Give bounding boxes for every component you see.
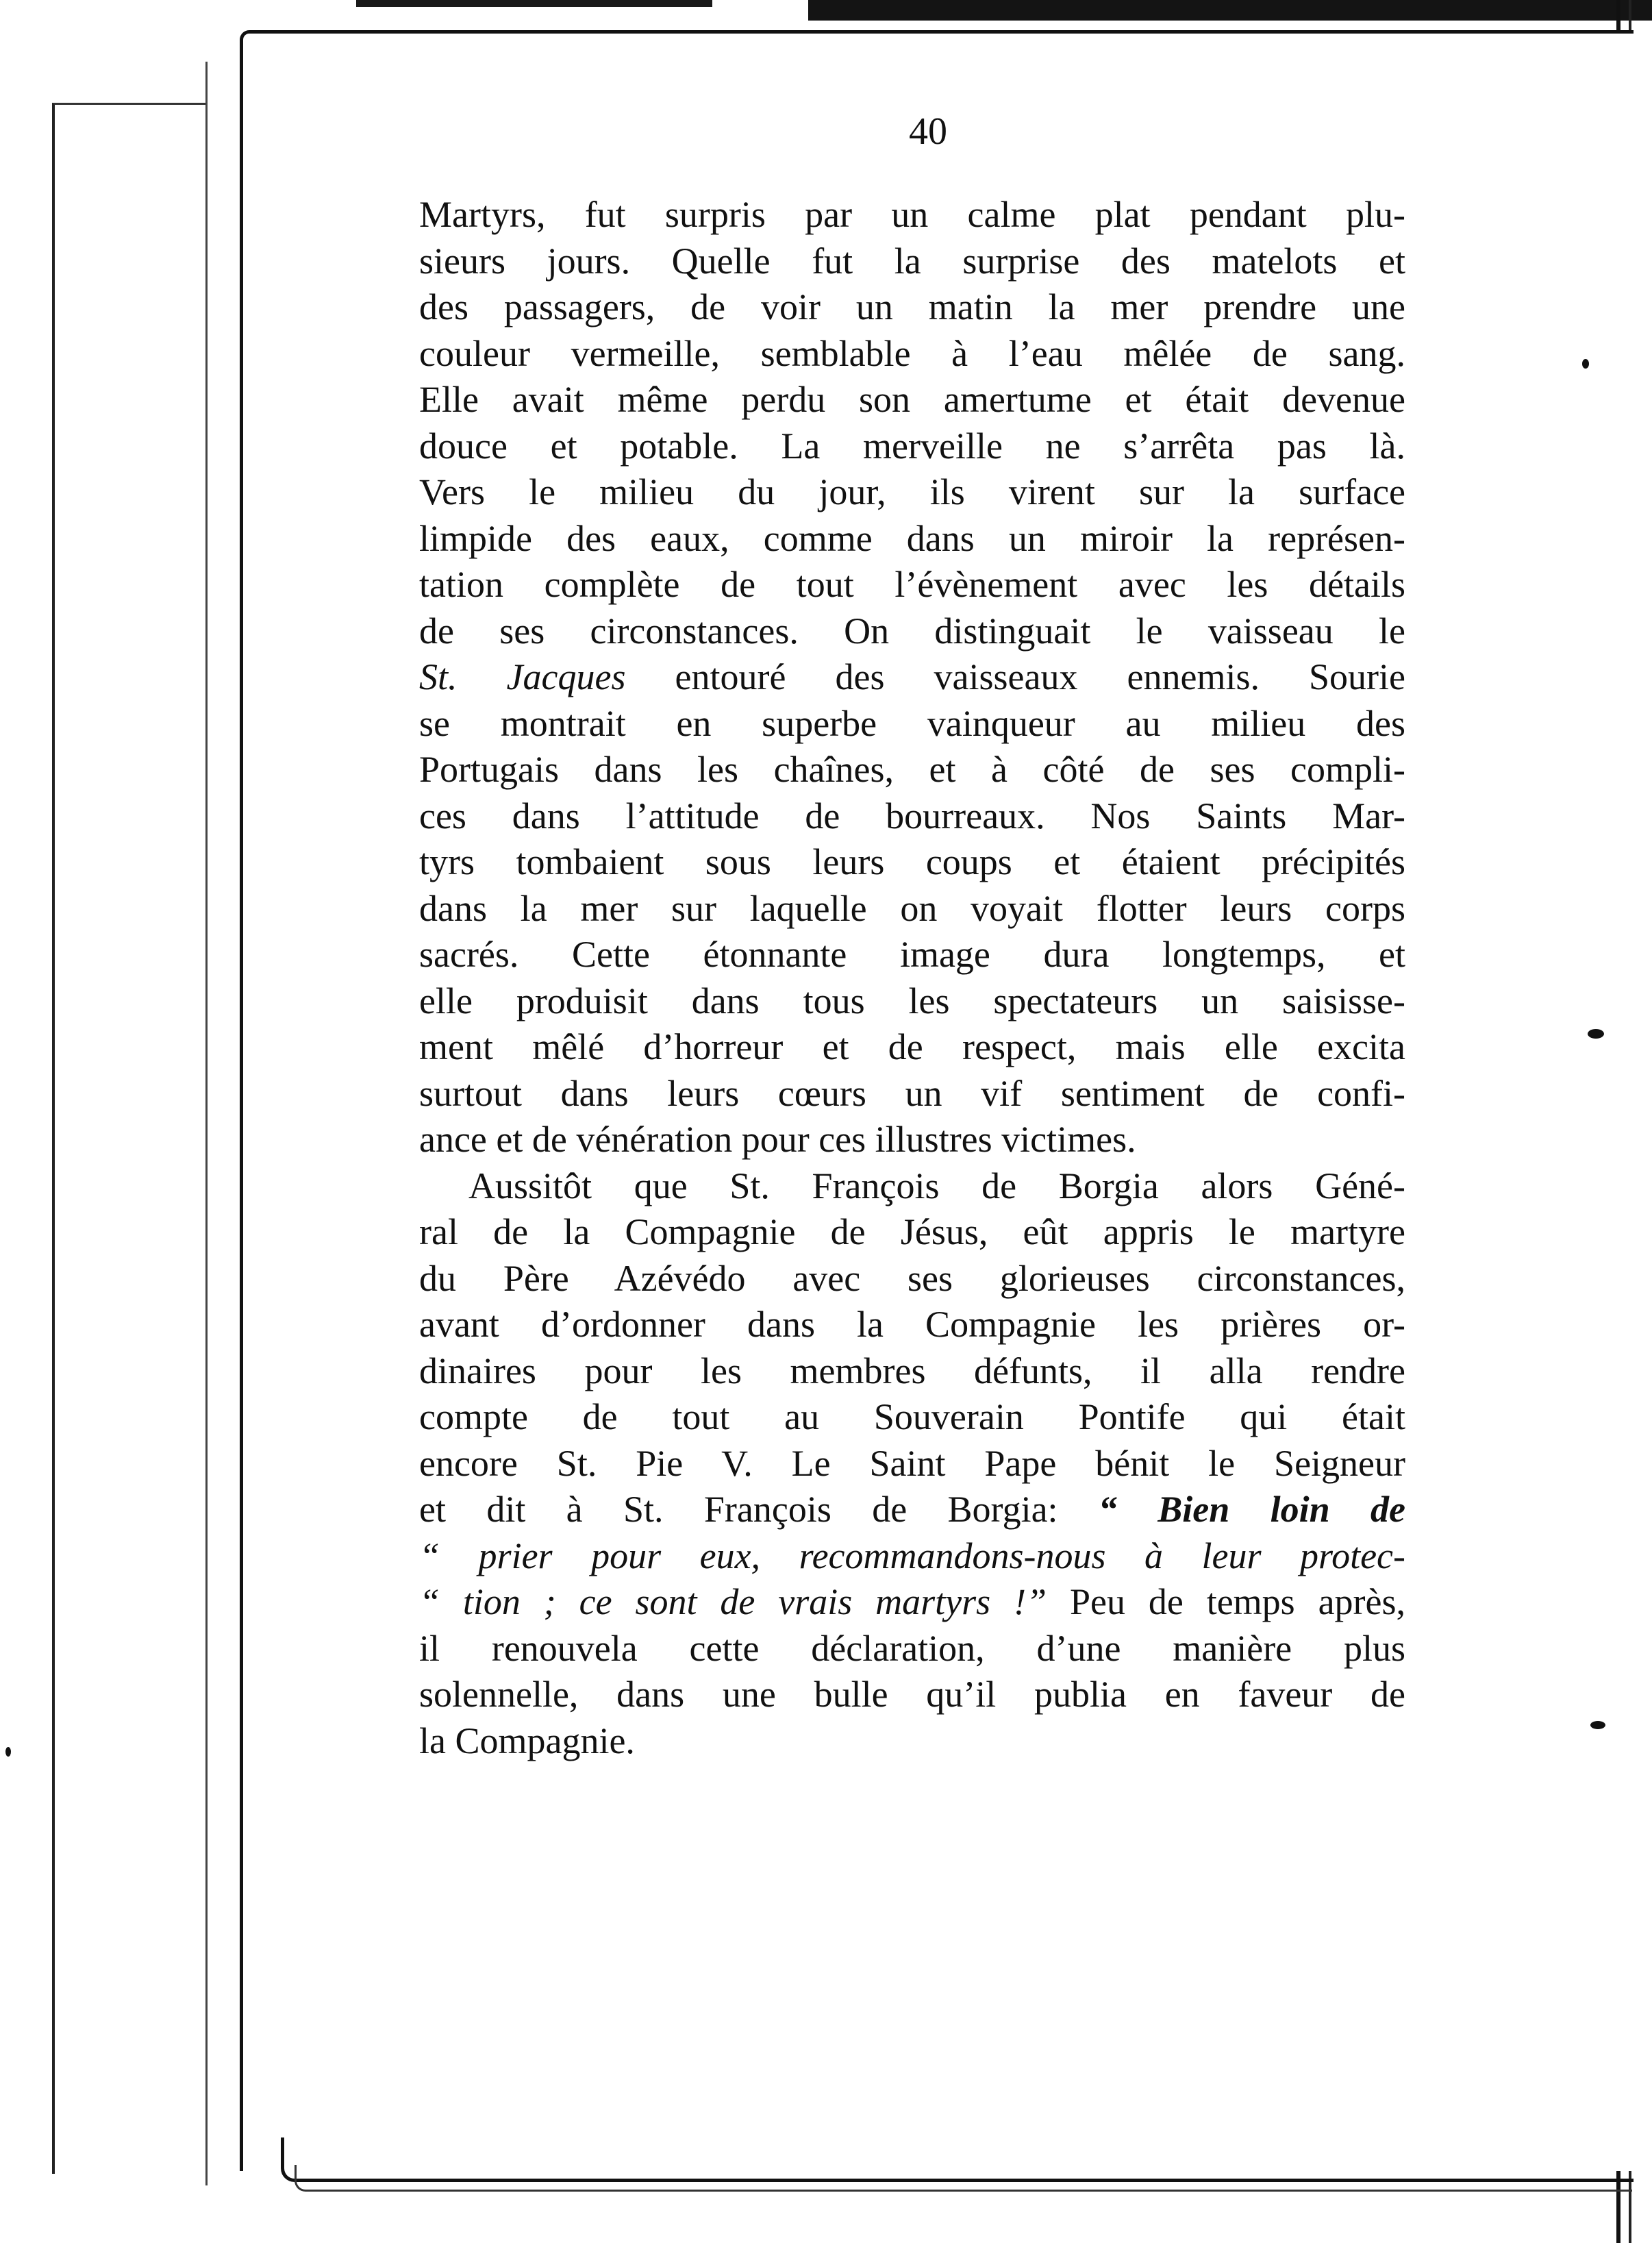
text-line: des passagers, de voir un matin la mer prendre une (419, 286, 1405, 327)
italic-st-jacques: St. Jacques (419, 656, 626, 697)
text-line: Vers le milieu du jour, ils virent sur la surface (419, 471, 1405, 512)
text-line: elle produisit dans tous les spectateurs un saisisse- (419, 980, 1405, 1021)
text-line: la Compagnie. (419, 1720, 635, 1761)
margin-mark (1590, 1721, 1605, 1729)
text-line: se montrait en superbe vainqueur au milieu des (419, 702, 1405, 744)
text-line: sieurs jours. Quelle fut la surprise des matelots et (419, 240, 1405, 282)
text-line: tyrs tombaient sous leurs coups et étaient précipités (419, 841, 1405, 882)
text-line: couleur vermeille, semblable à l’eau mêlée de sang. (419, 332, 1405, 374)
scan-top-shadow (808, 0, 1652, 21)
scan-top-shadow-left (356, 0, 712, 7)
margin-mark (1582, 359, 1589, 369)
text-fragment: entouré des vaisseaux ennemis. Sourie (625, 656, 1405, 697)
text-line: douce et potable. La merveille ne s’arrêta pas là. (419, 425, 1405, 467)
text-line: ment mêlé d’horreur et de respect, mais elle excita (419, 1026, 1405, 1067)
text-line: Aussitôt que St. François de Borgia alors Géné- (468, 1165, 1405, 1206)
text-line: dans la mer sur laquelle on voyait flotter leurs corps (419, 887, 1405, 929)
italic-vrais-martyrs: “ tion ; ce sont de vrais martyrs !” (419, 1581, 1047, 1622)
text-line: il renouvela cette déclaration, d’une manière plus (419, 1627, 1405, 1669)
text-line: ces dans l’attitude de bourreaux. Nos Saints Mar- (419, 795, 1405, 837)
text-line: ance et de vénération pour ces illustres victimes. (419, 1119, 1136, 1160)
text-line: Elle avait même perdu son amertume et était devenue (419, 379, 1405, 420)
page-body-text (419, 192, 1405, 1764)
text-line: Portugais dans les chaînes, et à côté de ses compli- (419, 749, 1405, 790)
text-line: encore St. Pie V. Le Saint Pape bénit le Seigneur (419, 1442, 1405, 1484)
text-line: ral de la Compagnie de Jésus, eût appris le martyre (419, 1211, 1405, 1252)
text-line-vrais-martyrs (419, 1579, 1405, 1626)
text-line: du Père Azévédo avec ses glorieuses circonstances, (419, 1257, 1405, 1299)
text-line: dinaires pour les membres défunts, il alla rendre (419, 1350, 1405, 1391)
text-fragment: et dit à St. François de Borgia: (419, 1489, 1058, 1530)
text-line: limpide des eaux, comme dans un miroir la représen- (419, 517, 1405, 559)
text-line: surtout dans leurs cœurs un vif sentiment de confi- (419, 1072, 1405, 1114)
text-line: solennelle, dans une bulle qu’il publia en faveur de (419, 1674, 1405, 1715)
text-line: tation complète de tout l’évènement avec les détails (419, 564, 1405, 605)
text-line: Martyrs, fut surpris par un calme plat pendant plu- (419, 194, 1405, 235)
page-number: 40 (909, 110, 947, 153)
page-bottom-edge-lower (295, 2165, 1632, 2192)
text-line: avant d’ordonner dans la Compagnie les prières or- (419, 1304, 1405, 1345)
margin-mark (5, 1747, 11, 1757)
italic-bien-loin: “ Bien loin de (1098, 1489, 1405, 1530)
text-line: compte de tout au Souverain Pontife qui était (419, 1396, 1405, 1437)
text-fragment: Peu de temps après, (1069, 1581, 1405, 1622)
margin-mark (1588, 1029, 1604, 1039)
text-line-italic: “ prier pour eux, recommandons-nous à leur protec- (419, 1535, 1405, 1576)
text-line: de ses circonstances. On distinguait le vaisseau le (419, 610, 1405, 652)
text-line-st-jacques (419, 654, 1405, 701)
text-line-bien-loin (419, 1487, 1405, 1533)
text-line: sacrés. Cette étonnante image dura longtemps, et (419, 934, 1405, 975)
